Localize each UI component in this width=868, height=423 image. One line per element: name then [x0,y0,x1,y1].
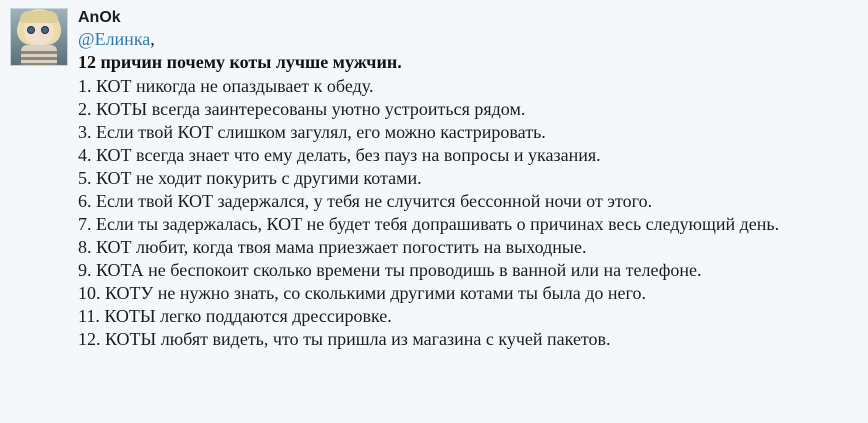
list-item: 10. КОТУ не нужно знать, со сколькими другими котами ты была до него. [78,283,646,303]
list-item: 5. КОТ не ходит покурить с другими котами. [78,168,422,188]
list-item: 2. КОТЫ всегда заинтересованы уютно устроиться рядом. [78,99,526,119]
avatar-eye-right [41,26,49,34]
avatar[interactable] [10,8,68,66]
list-item: 8. КОТ любит, когда твоя мама приезжает погостить на выходные. [78,237,587,257]
list-item: 7. Если ты задержалась, КОТ не будет тебя допрашивать о причинах весь следующий день. [78,214,780,234]
post-headline: 12 причин почему коты лучше мужчин. [78,52,402,72]
list-item: 12. КОТЫ любят видеть, что ты пришла из магазина с кучей пакетов. [78,329,611,349]
list-item: 9. КОТА не беспокоит сколько времени ты проводишь в ванной или на телефоне. [78,260,702,280]
avatar-eye-left [27,26,35,34]
avatar-stripe [21,63,57,66]
post-content [78,8,858,351]
avatar-bangs [20,11,58,23]
mention-link[interactable]: @Елинка [78,29,151,49]
list-item: 3. Если твой КОТ слишком загулял, его можно кастрировать. [78,122,546,142]
author-name[interactable]: AnOk [78,9,121,26]
post-lines [78,75,858,351]
mention-comma: , [150,29,155,49]
list-item: 4. КОТ всегда знает что ему делать, без пауз на вопросы и указания. [78,145,601,165]
list-item: 1. КОТ никогда не опаздывает к обеду. [78,76,374,96]
post-body [10,8,858,351]
list-item: 11. КОТЫ легко поддаются дрессировке. [78,306,392,326]
avatar-stripe [21,51,57,54]
mention-line [78,28,858,50]
avatar-stripe [21,57,57,60]
list-item: 6. Если твой КОТ задержался, у тебя не случится бессонной ночи от этого. [78,191,653,211]
